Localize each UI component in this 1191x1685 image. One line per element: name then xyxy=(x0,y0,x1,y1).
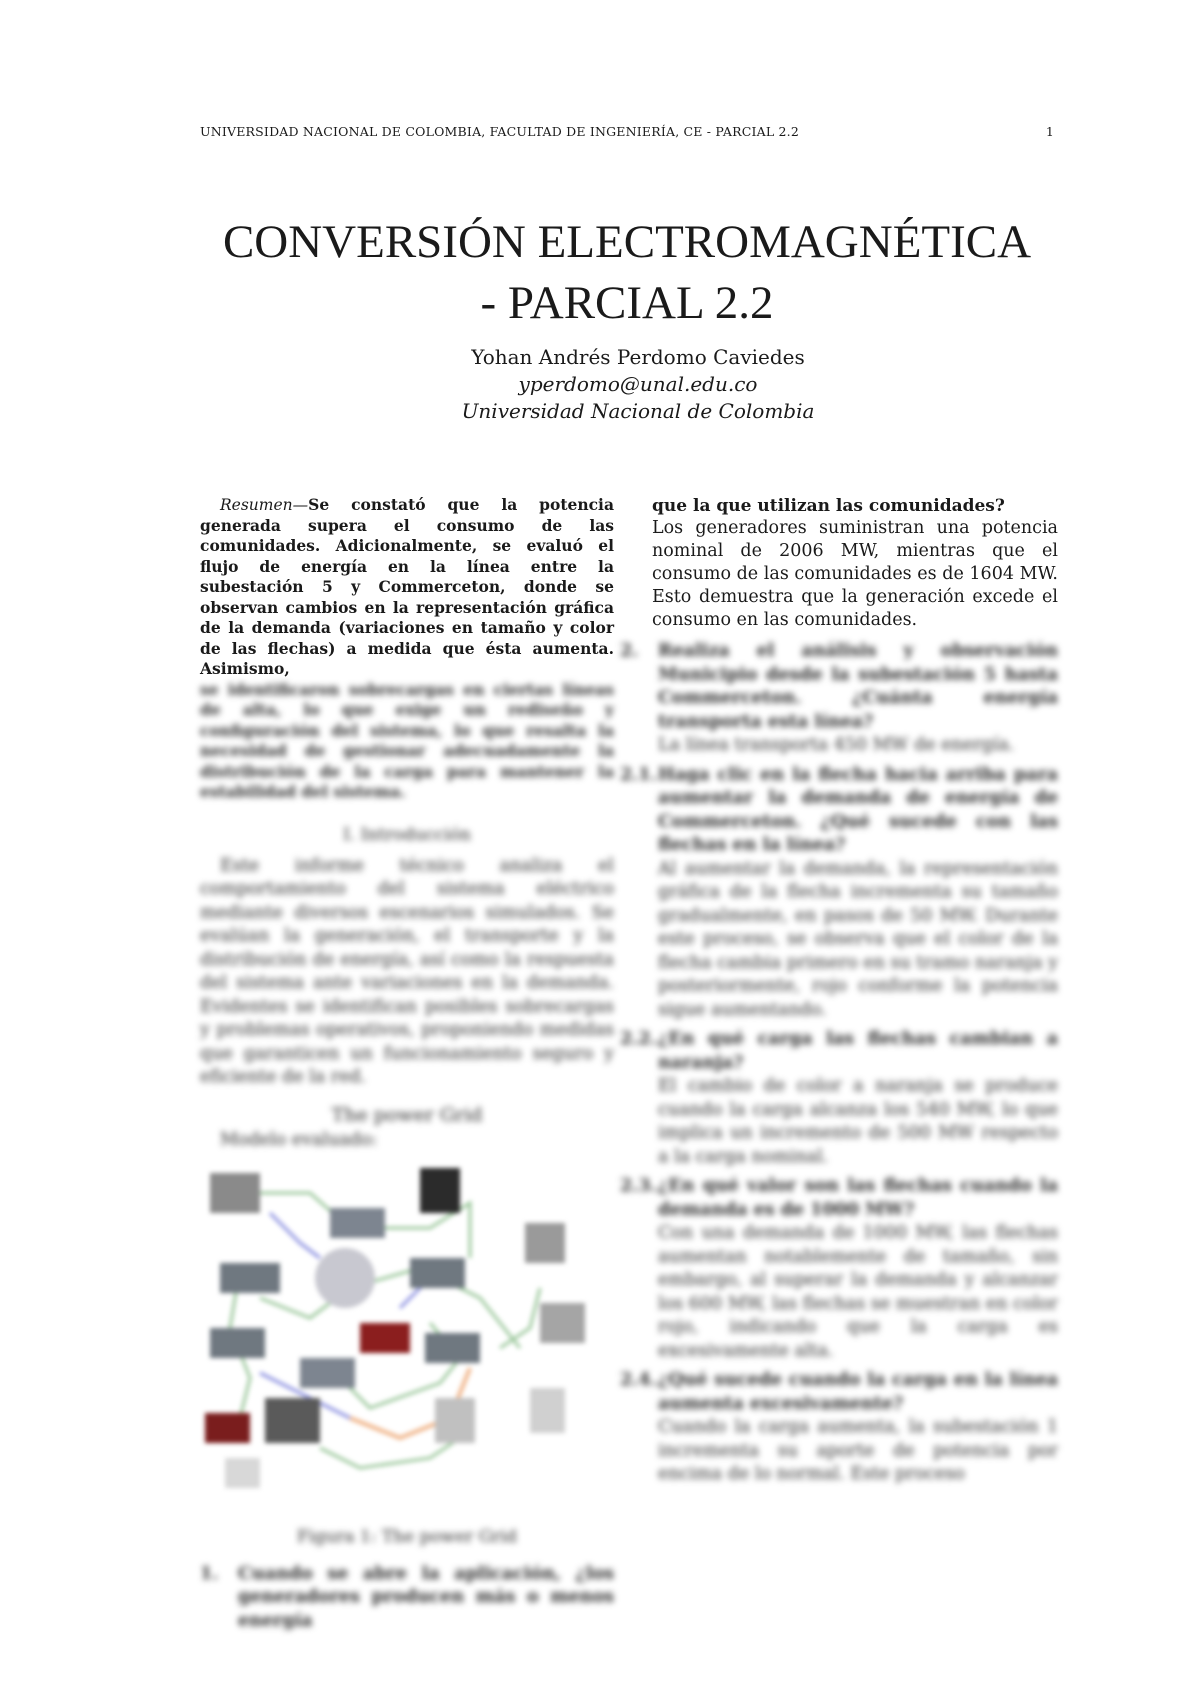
community-icon xyxy=(435,1398,475,1443)
list-item xyxy=(620,1175,1058,1363)
introduction-heading: I. Introducción xyxy=(343,824,471,845)
question-number: 2.3. xyxy=(620,1176,657,1196)
question-text: ¿En qué carga las flechas cambian a naranja? xyxy=(658,1029,1058,1073)
title-line-1: CONVERSIÓN ELECTROMAGNÉTICA xyxy=(222,216,1032,268)
answer-text: Al aumentar la demanda, la representación gráfica de la flecha incrementa su tamaño gradualmente, en pasos de 50 MW. Durante este proceso, se observa que el color de la flecha cambia primero en su tramo naranja y posteriormente, rojo conforme la potencia sigue aumentando. xyxy=(658,858,1058,1020)
running-title: UNIVERSIDAD NACIONAL DE COLOMBIA, FACULTAD DE INGENIERÍA, CE - PARCIAL 2.2 xyxy=(200,124,799,139)
generator-icon xyxy=(210,1173,260,1213)
community-icon xyxy=(530,1388,565,1433)
substation-icon xyxy=(410,1258,465,1288)
abstract-lead: Resumen— xyxy=(220,496,309,514)
substation-icon xyxy=(210,1328,265,1358)
substation-icon xyxy=(330,1208,385,1238)
answer-text: Cuando la carga aumenta, la subestación 1 incrementa su aporte de potencia por encima de lo normal. Este proceso xyxy=(658,1417,1058,1484)
continued-question-text: que la que utilizan las comunidades? xyxy=(652,496,1005,516)
introduction-text: Este informe técnico analiza el comportamiento del sistema eléctrico mediante diversos escenarios simulados. Se evalúan la generación, el transporte y la distribución de energía, así como la respuesta del sistema ante variaciones en la demanda. Evidentes se identifican posibles sobrecargas y problemas operativos, proponiendo medidas que garanticen un funcionamiento seguro y eficiente de la red. xyxy=(200,855,614,1087)
city-icon xyxy=(315,1248,375,1308)
solar-farm-icon xyxy=(540,1303,585,1343)
author-name: Yohan Andrés Perdomo Caviedes xyxy=(471,345,805,369)
list-item xyxy=(620,764,1058,1023)
right-column xyxy=(620,495,1058,1493)
left-column xyxy=(200,495,614,1639)
introduction-section xyxy=(200,825,614,1150)
paper-title xyxy=(190,212,1064,334)
left-question-list xyxy=(200,1563,614,1634)
transmission-line xyxy=(270,1213,320,1258)
right-question-list xyxy=(620,640,1058,1487)
answer-text: La línea transporta 450 MW de energía. xyxy=(658,735,1015,755)
author-affiliation: Universidad Nacional de Colombia xyxy=(461,399,815,423)
substation-icon xyxy=(300,1358,355,1388)
substation-icon xyxy=(425,1333,480,1363)
question-number: 1. xyxy=(200,1563,219,1584)
question-text: Haga clic en la flecha hacia arriba para aumentar la demanda de energía de Commerceton. ¿Qué sucede con las flechas en la línea? xyxy=(658,764,1058,855)
page-number: 1 xyxy=(1045,124,1054,139)
figure-caption: Figura 1: The power Grid xyxy=(297,1526,517,1547)
question-number: 2.1. xyxy=(620,764,657,785)
abstract-continuation: se identificaron sobrecargas en ciertas líneas de alta, lo que exige un rediseño y configuración del sistema, lo que resalta la necesidad de gestionar adecuadamente la distribución de la carga para mantener la estabilidad del sistema. xyxy=(200,679,614,801)
question-number: 2. xyxy=(620,641,639,661)
author-email[interactable]: yperdomo@unal.edu.co xyxy=(518,372,758,396)
community-icon xyxy=(225,1458,260,1488)
figure-sub-label: Modelo evaluado: xyxy=(220,1129,378,1150)
figure-section-label: The power Grid xyxy=(331,1103,483,1126)
substation-icon xyxy=(220,1263,280,1293)
list-item xyxy=(200,1563,614,1634)
continued-question xyxy=(652,495,1058,632)
question-text: Realiza el análisis y observación Municipio desde la subestación 5 hasta Commerceton. ¿Cuánta energía transporta esta línea? xyxy=(658,641,1058,732)
list-item xyxy=(620,640,1058,758)
question-text: ¿Qué sucede cuando la carga en la línea aumenta excesivamente? xyxy=(658,1370,1058,1414)
list-item xyxy=(620,1369,1058,1487)
commerceton-icon xyxy=(360,1323,410,1353)
transmission-line xyxy=(500,1288,540,1348)
continued-answer: Los generadores suministran una potencia nominal de 2006 MW, mientras que el consumo de las comunidades es de 1604 MW. Esto demuestra que la generación excede el consumo en las comunidades. xyxy=(652,518,1058,630)
wind-farm-icon xyxy=(525,1223,565,1263)
figure-caption-block xyxy=(200,1527,614,1634)
question-number: 2.4. xyxy=(620,1370,657,1390)
title-line-2: - PARCIAL 2.2 xyxy=(480,277,774,329)
power-plant-icon xyxy=(420,1168,460,1213)
factory-icon xyxy=(205,1413,250,1443)
question-text: ¿En qué valor son las flechas cuando la demanda es de 1000 MW? xyxy=(658,1176,1058,1220)
power-grid-figure xyxy=(200,1168,600,1513)
abstract-text: Se constató que la potencia generada supera el consumo de las comunidades. Adicionalmente, se evaluó el flujo de energía en la línea entre la subestación 5 y Commerceton, donde se observan cambios en la representación gráfica de la demanda (variaciones en tamaño y color de las flechas) a medida que ésta aumenta. Asimismo, xyxy=(200,495,614,678)
question-text: Cuando se abre la aplicación, ¿los generadores producen más o menos energía xyxy=(238,1563,614,1631)
author-block xyxy=(300,344,976,425)
answer-text: El cambio de color a naranja se produce cuando la carga alcanza los 540 MW, lo que implica un incremento de 500 MW respecto a la carga nominal. xyxy=(658,1076,1058,1167)
running-header xyxy=(200,124,1054,139)
list-item xyxy=(620,1028,1058,1169)
question-number: 2.2. xyxy=(620,1029,657,1049)
power-plant-icon xyxy=(265,1398,320,1443)
power-grid-diagram xyxy=(200,1168,600,1513)
answer-text: Con una demanda de 1000 MW, las flechas aumentan notablemente de tamaño, sin embargo, al superar la demanda y alcanzar los 600 MW, las flechas se muestran en color rojo, indicando que la carga es excesivamente alta. xyxy=(658,1223,1058,1361)
abstract xyxy=(200,495,614,680)
